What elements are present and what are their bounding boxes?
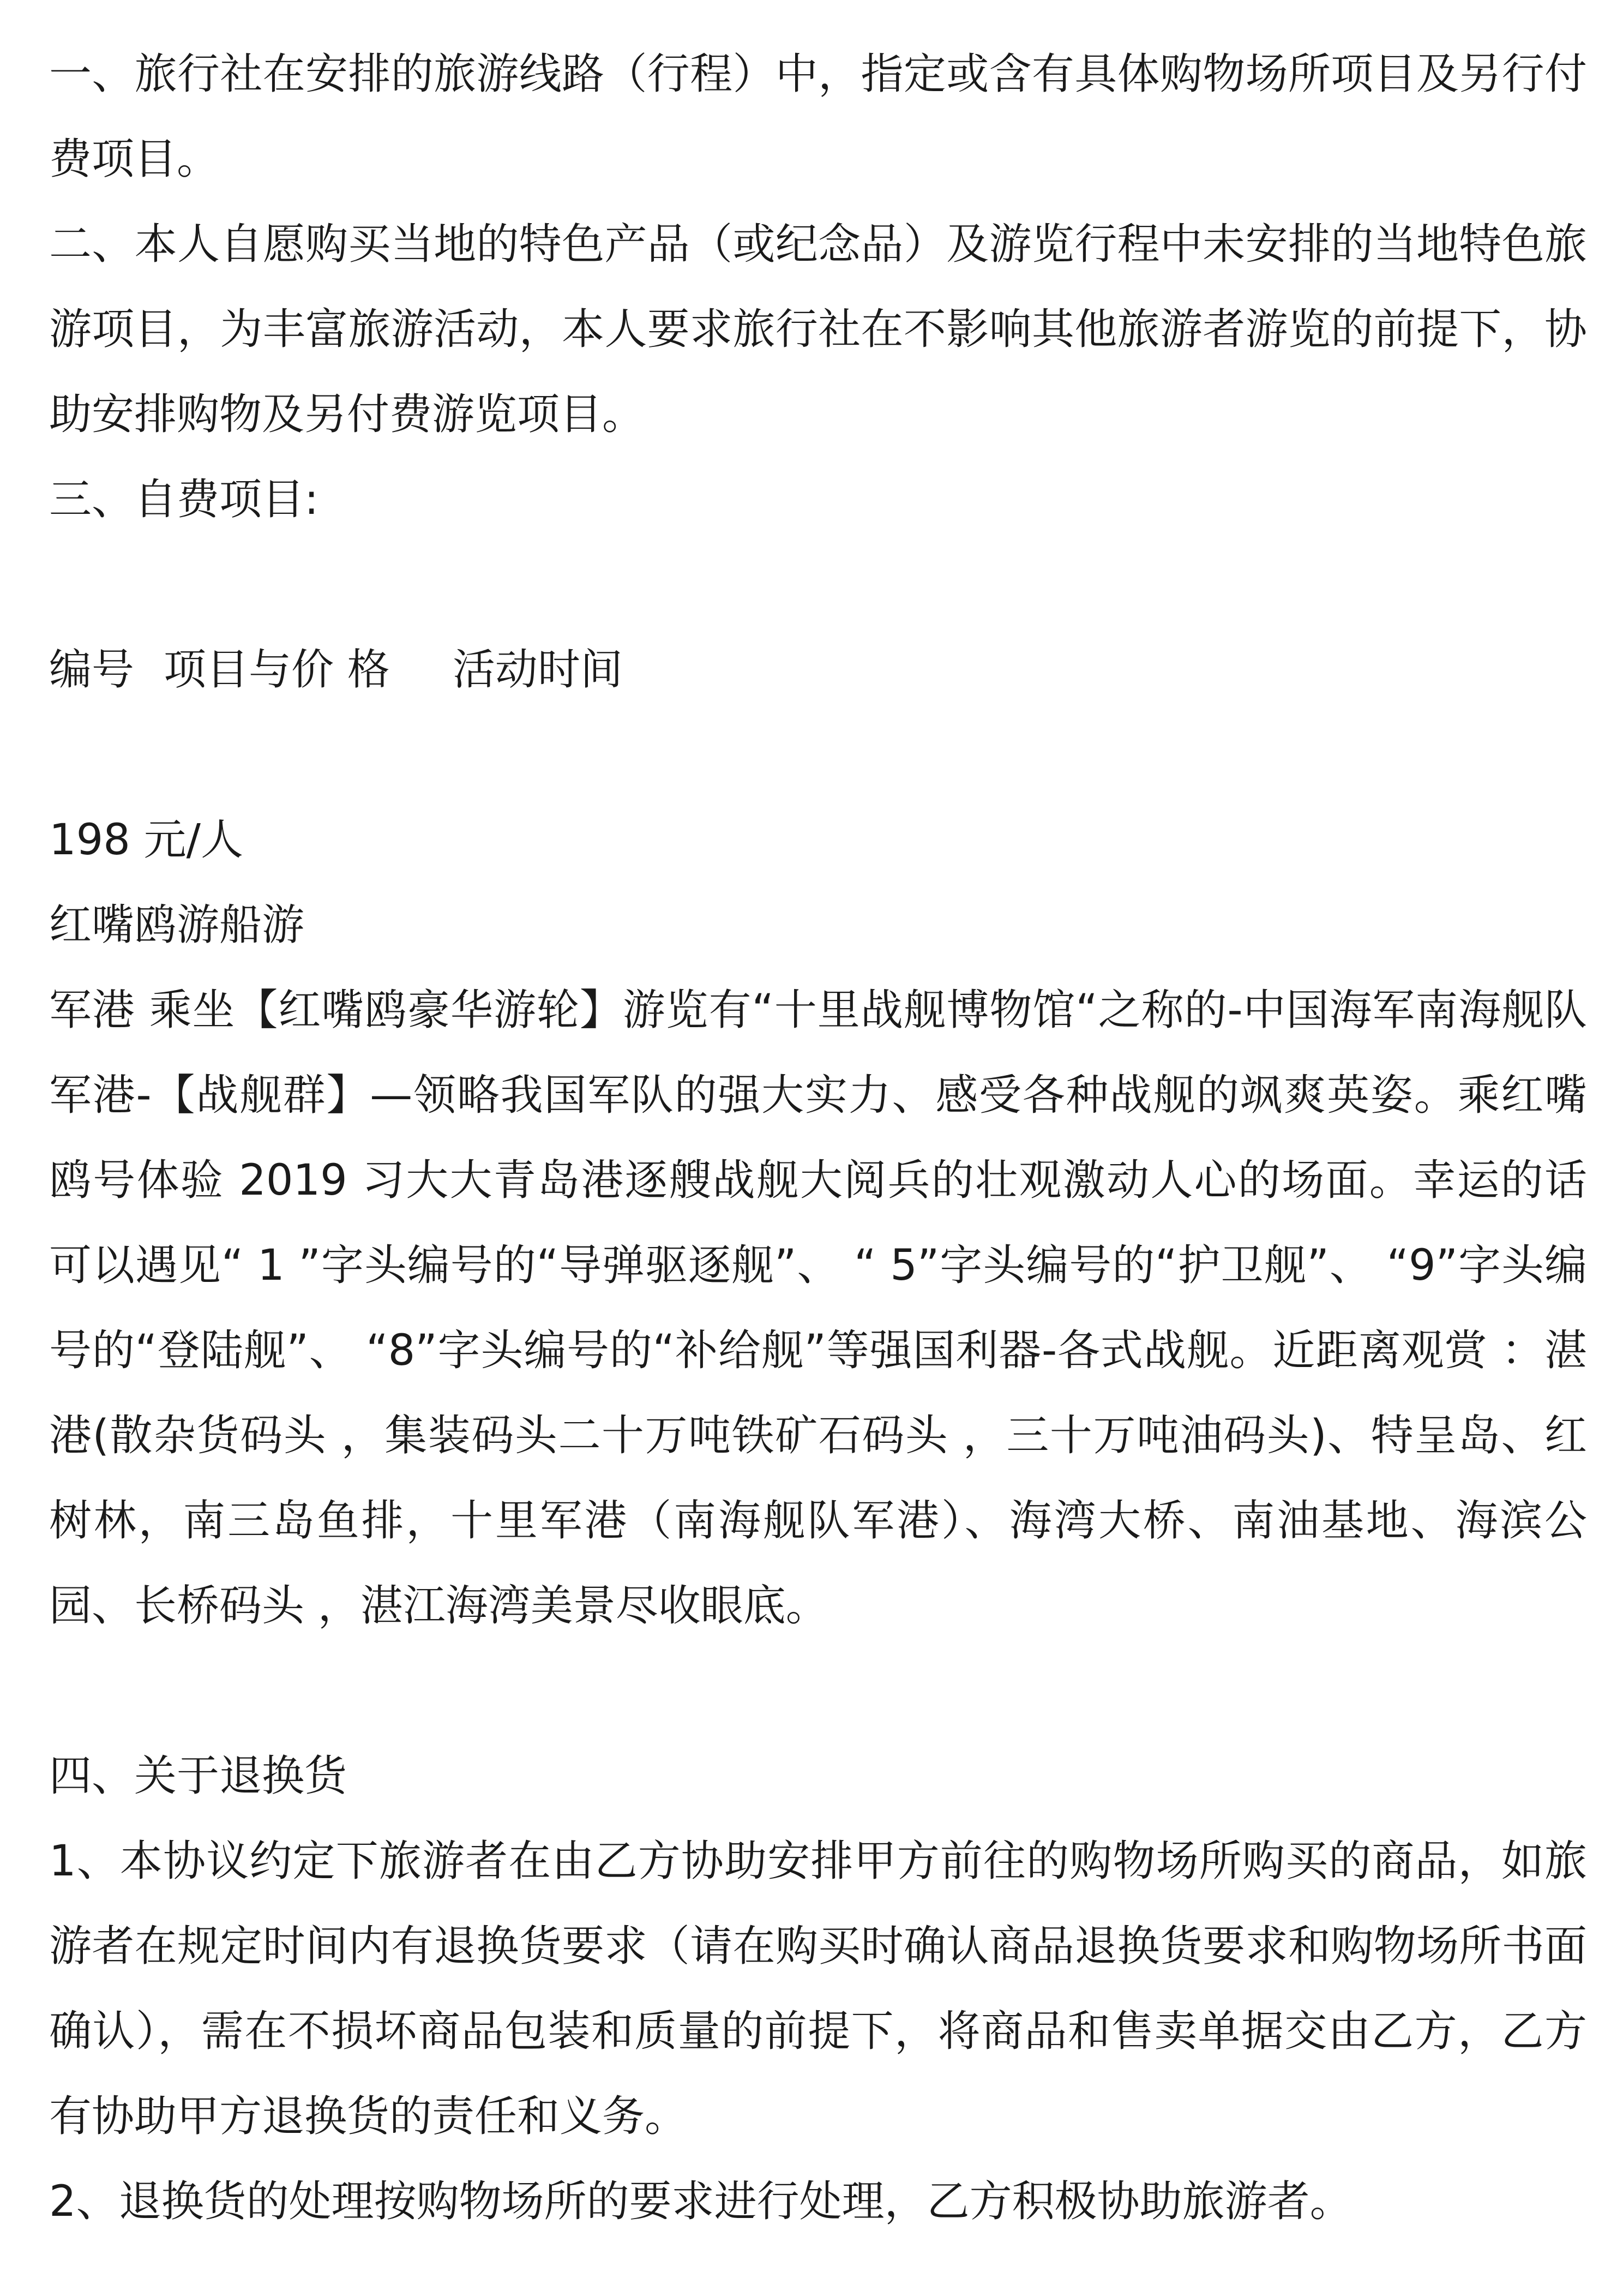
fee-table-header	[49, 627, 1587, 712]
section-1-paragraph: 一、旅行社在安排的旅游线路（行程）中，指定或含有具体购物场所项目及另行付费项目。	[49, 50, 1587, 184]
fee-item-price: 198 元/人	[49, 816, 243, 865]
section-4-item-2: 2、退换货的处理按购物场所的要求进行处理，乙方积极协助旅游者。	[49, 2177, 1352, 2226]
section-2-paragraph: 二、本人自愿购买当地的特色产品（或纪念品）及游览行程中未安排的当地特色旅游项目，为丰富旅游活动，本人要求旅行社在不影响其他旅游者游览的前提下，协助安排购物及另付费游览项目。	[49, 220, 1587, 439]
section-3-heading: 三、自费项目:	[49, 475, 319, 524]
spacer	[49, 712, 1587, 798]
section-4-item-1: 1、本协议约定下旅游者在由乙方协助安排甲方前往的购物场所购买的商品，如旅游者在规定时间内有退换货要求（请在购买时确认商品退换货要求和购物场所书面确认），需在不损坏商品包装和质量的前提下，将商品和售卖单据交由乙方，乙方有协助甲方退换货的责任和义务。	[49, 1837, 1587, 2141]
header-item-price: 项目与价 格	[164, 645, 390, 694]
header-number: 编号	[49, 645, 135, 694]
header-time: 活动时间	[453, 645, 623, 694]
section-4-heading: 四、关于退换货	[49, 1752, 347, 1801]
spacer	[49, 542, 1587, 627]
document-page	[49, 32, 1587, 2244]
fee-item-name: 红嘴鸥游船游	[49, 901, 305, 950]
fee-item-description: 军港 乘坐【红嘴鸥豪华游轮】游览有“十里战舰博物馆“之称的-中国海军南海舰队军港-【战舰群】—领略我国军队的强大实力、感受各种战舰的飒爽英姿。乘红嘴鸥号体验 2019 习大大青岛港逐艘战舰大阅兵的壮观激动人心的场面。幸运的话可以遇见“ 1 ”字头编号的“导弹驱逐舰”、 “ 5”字头编号的“护卫舰”、 “9”字头编号的“登陆舰”、 “8”字头编号的“补给舰”等强国利器-各式战舰。近距离观赏 ：湛港(散杂货码头 ，集装码头二十万吨铁矿石码头 ，三十万吨油码头)、特呈岛、红树林，南三岛鱼排，十里军港（南海舰队军港）、海湾大桥、南油基地、海滨公园、长桥码头 ，湛江海湾美景尽收眼底。	[49, 986, 1587, 1630]
spacer	[49, 1648, 1587, 1734]
